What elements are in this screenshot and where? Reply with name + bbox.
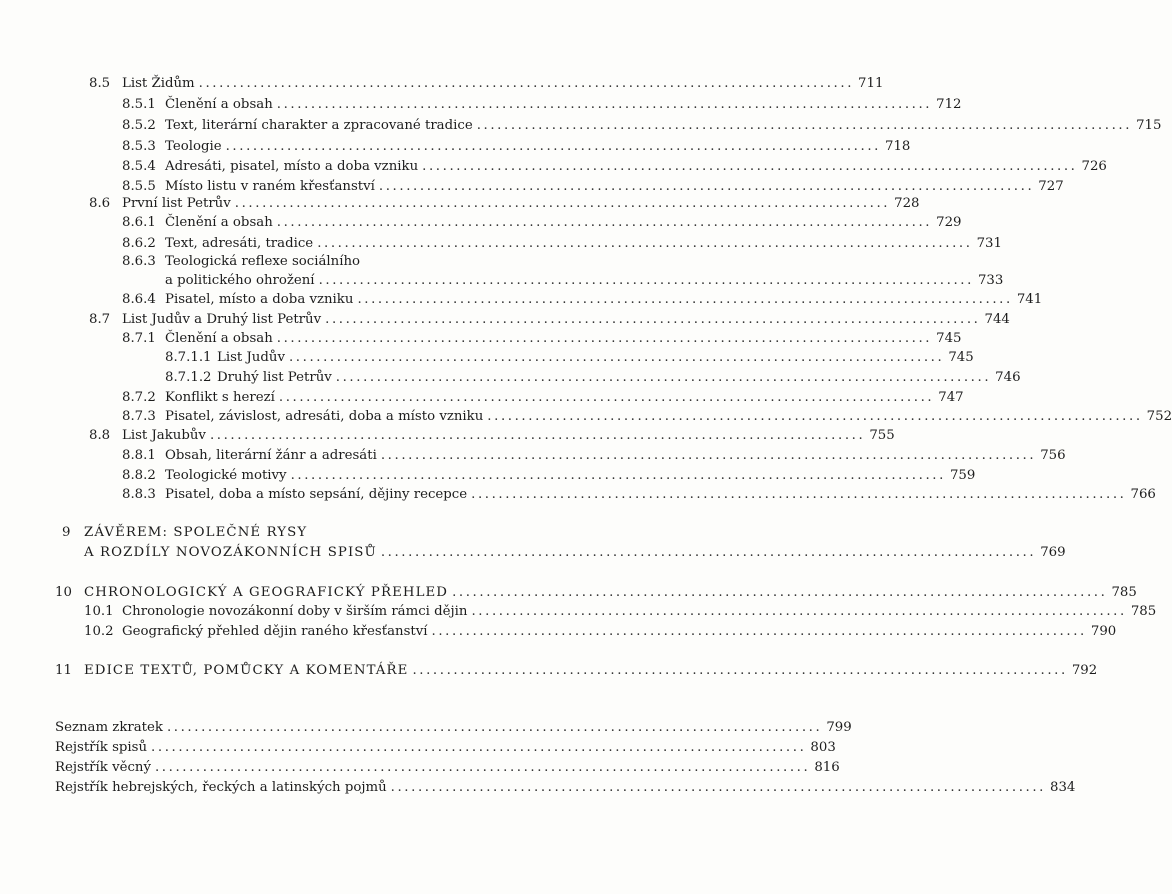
entry-title: Členění a obsah	[165, 331, 273, 346]
chapter-title: ZÁVĚREM: SPOLEČNÉ RYSY	[84, 525, 308, 540]
toc-entry	[89, 426, 895, 445]
chapter-page: 769	[1040, 545, 1066, 560]
dot-leader: ................................................................................................	[234, 196, 891, 211]
dot-leader: ................................................................................................	[422, 159, 1078, 174]
toc-chapter	[55, 583, 1137, 602]
entry-number: 10.1	[84, 604, 114, 619]
entry-page: 755	[869, 428, 895, 443]
entry-title: Teologická reflexe sociálního	[165, 254, 361, 269]
chapter-number: 9	[62, 525, 71, 540]
chapter-title: CHRONOLOGICKÝ A GEOGRAFICKÝ PŘEHLED	[84, 585, 449, 600]
entry-title: Chronologie novozákonní doby v širším rámci dějin	[122, 604, 468, 619]
dot-leader: ................................................................................................	[318, 273, 974, 288]
toc-backmatter-entry	[55, 718, 852, 737]
dot-leader: ................................................................................................	[335, 370, 992, 385]
entry-page: 731	[976, 236, 1002, 251]
entry-title: Geografický přehled dějin raného křesťanství	[122, 624, 428, 639]
dot-leader: ................................................................................................	[317, 236, 973, 251]
entry-number: 8.6.3	[122, 254, 156, 269]
dot-leader: ................................................................................................	[276, 331, 933, 346]
toc-entry	[165, 348, 974, 367]
dot-leader: ................................................................................................	[276, 97, 933, 112]
entry-title: Rejstřík věcný	[55, 760, 151, 775]
dot-leader: ................................................................................................	[198, 76, 855, 91]
dot-leader: ................................................................................................	[412, 663, 1068, 678]
entry-number: 8.6	[89, 196, 111, 211]
entry-title: List Židům	[122, 76, 195, 91]
toc-entry	[122, 485, 1156, 504]
entry-page: 727	[1038, 179, 1064, 194]
dot-leader: ................................................................................................	[290, 468, 946, 483]
toc-entry	[84, 602, 1157, 621]
toc-entry	[122, 446, 1066, 465]
toc-entry	[122, 388, 964, 407]
entry-page: 744	[984, 312, 1010, 327]
entry-number: 10.2	[84, 624, 114, 639]
entry-page: 746	[995, 370, 1021, 385]
toc-entry	[122, 157, 1107, 176]
entry-title: Rejstřík spisů	[55, 740, 148, 755]
dot-leader: ................................................................................................	[471, 487, 1127, 502]
dot-leader: ................................................................................................	[357, 292, 1013, 307]
dot-leader: ................................................................................................	[225, 139, 881, 154]
entry-page: 726	[1081, 159, 1107, 174]
toc-entry	[122, 234, 1002, 253]
entry-number: 8.8.3	[122, 487, 156, 502]
chapter-title: A ROZDÍLY NOVOZÁKONNÍCH SPISŮ	[84, 545, 377, 560]
entry-page: 790	[1090, 624, 1117, 639]
dot-leader: ................................................................................................	[209, 428, 866, 443]
entry-page: 756	[1040, 448, 1066, 463]
entry-page: 799	[826, 720, 852, 735]
entry-page: 766	[1130, 487, 1156, 502]
entry-page: 741	[1016, 292, 1043, 307]
entry-page: 718	[884, 139, 911, 154]
toc-entry-continuation	[165, 271, 1004, 290]
toc-entry	[122, 329, 962, 348]
entry-page: 747	[938, 390, 964, 405]
entry-number: 8.6.2	[122, 236, 156, 251]
dot-leader: ................................................................................................	[166, 720, 823, 735]
entry-number: 8.7.1.1	[165, 350, 212, 365]
dot-leader: ................................................................................................	[390, 780, 1047, 795]
dot-leader: ................................................................................................	[151, 740, 807, 755]
dot-leader: ................................................................................................	[452, 585, 1108, 600]
toc-entry	[89, 74, 884, 93]
toc-entry	[122, 116, 1162, 135]
entry-title: Pisatel, doba a místo sepsání, dějiny recepce	[165, 487, 468, 502]
toc-entry	[122, 466, 976, 485]
entry-page: 745	[948, 350, 974, 365]
entry-number: 8.7.1.2	[165, 370, 212, 385]
entry-number: 8.7	[89, 312, 111, 327]
entry-title: Adresáti, pisatel, místo a doba vzniku	[165, 159, 419, 174]
entry-number: 8.8.1	[122, 448, 156, 463]
chapter-number: 11	[55, 663, 72, 678]
entry-title: Konflikt s herezí	[165, 390, 275, 405]
entry-number: 8.7.3	[122, 409, 156, 424]
entry-title: Teologie	[165, 139, 222, 154]
dot-leader: ................................................................................................	[380, 545, 1037, 560]
dot-leader: ................................................................................................	[471, 604, 1127, 619]
dot-leader: ................................................................................................	[431, 624, 1087, 639]
dot-leader: ................................................................................................	[288, 350, 945, 365]
entry-page: 752	[1146, 409, 1172, 424]
entry-page: 745	[936, 331, 962, 346]
entry-title: List Jakubův	[122, 428, 206, 443]
entry-title: Pisatel, místo a doba vzniku	[165, 292, 354, 307]
toc-chapter	[55, 661, 1098, 680]
entry-number: 8.8	[89, 428, 111, 443]
dot-leader: ................................................................................................	[154, 760, 811, 775]
toc-entry	[165, 368, 1021, 387]
entry-title: List Judův a Druhý list Petrův	[122, 312, 322, 327]
entry-title: Seznam zkratek	[55, 720, 163, 735]
entry-title: Rejstřík hebrejských, řeckých a latinských pojmů	[55, 780, 387, 795]
entry-title: Členění a obsah	[165, 215, 273, 230]
entry-title: Teologické motivy	[165, 468, 287, 483]
entry-page: 785	[1130, 604, 1157, 619]
entry-page: 728	[894, 196, 920, 211]
toc-backmatter-entry	[55, 758, 840, 777]
entry-number: 8.5	[89, 76, 111, 91]
entry-page: 729	[936, 215, 962, 230]
chapter-page: 785	[1111, 585, 1137, 600]
toc-chapter-continuation	[84, 543, 1066, 562]
entry-title: Druhý list Petrův	[217, 370, 332, 385]
toc-backmatter-entry	[55, 738, 836, 757]
toc-entry	[122, 290, 1043, 309]
toc-entry	[122, 95, 962, 114]
entry-number: 8.6.4	[122, 292, 156, 307]
toc-entry	[89, 310, 1010, 329]
entry-number: 8.7.1	[122, 331, 156, 346]
entry-page: 712	[936, 97, 962, 112]
entry-page: 733	[977, 273, 1004, 288]
entry-page: 711	[858, 76, 884, 91]
entry-number: 8.8.2	[122, 468, 156, 483]
entry-number: 8.7.2	[122, 390, 156, 405]
entry-page: 715	[1136, 118, 1162, 133]
entry-page: 834	[1050, 780, 1076, 795]
chapter-page: 792	[1071, 663, 1098, 678]
entry-page: 803	[810, 740, 836, 755]
dot-leader: ................................................................................................	[380, 448, 1037, 463]
entry-title: Členění a obsah	[165, 97, 273, 112]
dot-leader: ................................................................................................	[325, 312, 981, 327]
toc-backmatter-entry	[55, 778, 1076, 797]
toc-entry	[122, 252, 568, 271]
toc-entry	[122, 213, 962, 232]
toc-chapter	[62, 523, 568, 542]
entry-title: Pisatel, závislost, adresáti, doba a místo vzniku	[165, 409, 484, 424]
entry-title: První list Petrův	[122, 196, 231, 211]
toc-entry	[84, 622, 1117, 641]
entry-title: Obsah, literární žánr a adresáti	[165, 448, 377, 463]
dot-leader: ................................................................................................	[276, 215, 933, 230]
entry-title: Text, adresáti, tradice	[165, 236, 314, 251]
entry-title: Místo listu v raném křesťanství	[165, 179, 375, 194]
toc-entry	[89, 194, 920, 213]
toc-entry	[122, 137, 911, 156]
entry-title: a politického ohrožení	[165, 273, 315, 288]
chapter-number: 10	[55, 585, 72, 600]
entry-title: Text, literární charakter a zpracované tradice	[165, 118, 473, 133]
entry-number: 8.6.1	[122, 215, 156, 230]
entry-number: 8.5.3	[122, 139, 156, 154]
entry-number: 8.5.5	[122, 179, 156, 194]
entry-number: 8.5.1	[122, 97, 156, 112]
dot-leader: ................................................................................................	[378, 179, 1035, 194]
toc-entry	[122, 407, 1172, 426]
entry-number: 8.5.4	[122, 159, 156, 174]
entry-page: 816	[814, 760, 840, 775]
entry-page: 759	[949, 468, 976, 483]
dot-leader: ................................................................................................	[278, 390, 935, 405]
entry-title: List Judův	[217, 350, 285, 365]
dot-leader: ................................................................................................	[487, 409, 1143, 424]
dot-leader: ................................................................................................	[476, 118, 1133, 133]
chapter-title: EDICE TEXTŮ, POMŮCKY A KOMENTÁŘE	[84, 663, 409, 678]
entry-number: 8.5.2	[122, 118, 156, 133]
